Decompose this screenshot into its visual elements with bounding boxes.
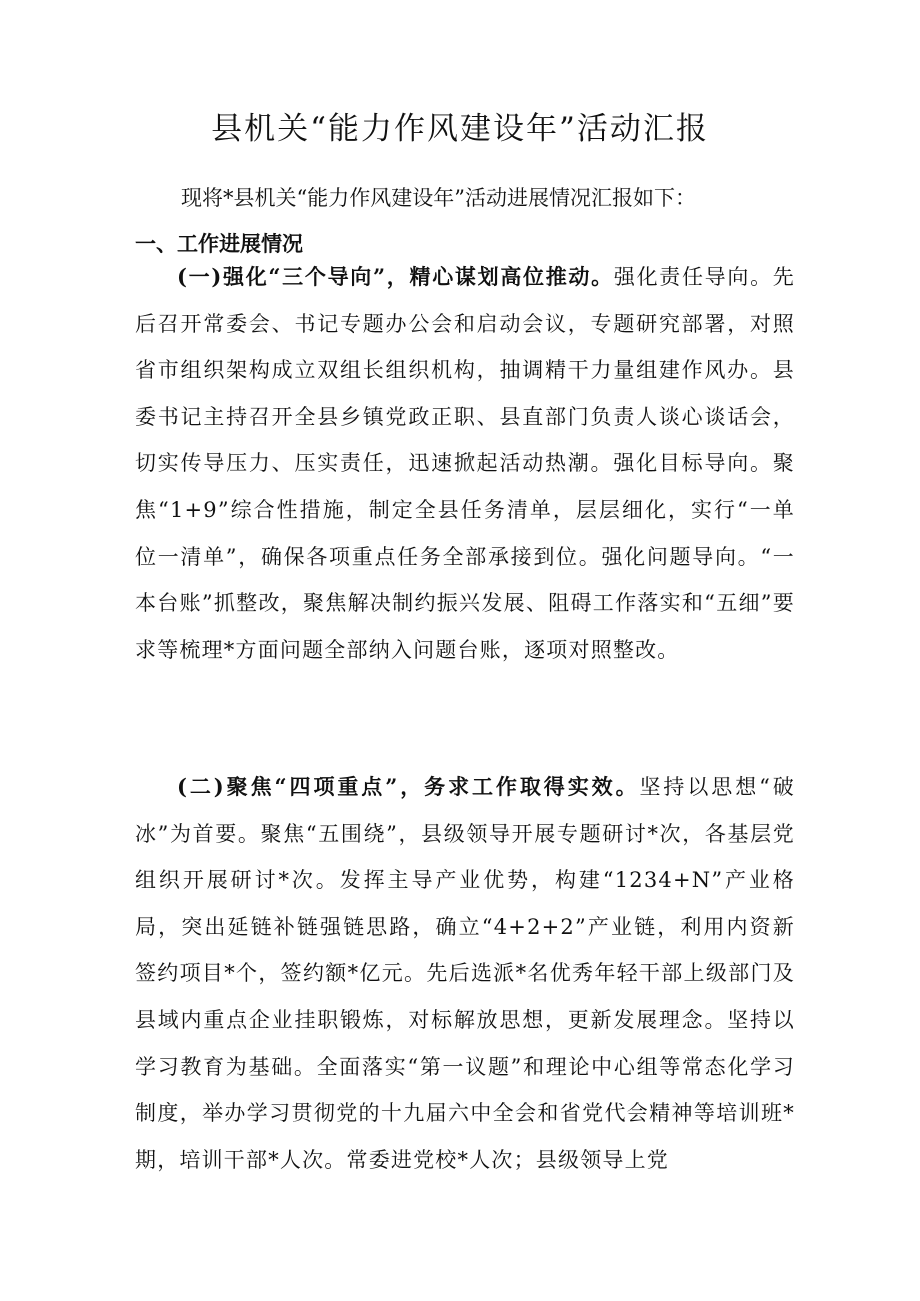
subsection-paragraph — [135, 764, 795, 1183]
subsection-body: 强化责任导向。先后召开常委会、书记专题办公会和启动会议，专题研究部署，对照省市组织架构成立双组长组织机构，抽调精干力量组建作风办。县委书记主持召开全县乡镇党政正职、县直部门负责人谈心谈话会，切实传导压力、压实责任，迅速掀起活动热潮。强化目标导向。聚焦“1+9”综合性措施，制定全县任务清单，层层细化，实行“一单位一清单”，确保各项重点任务全部承接到位。强化问题导向。“一本台账”抓整改，聚焦解决制约振兴发展、阻碍工作落实和“五细”要求等梳理*方面问题全部纳入问题台账，逐项对照整改。 — [135, 265, 795, 662]
subsection-body: 坚持以思想“破冰”为首要。聚焦“五围绕”，县级领导开展专题研讨*次，各基层党组织开展研讨*次。发挥主导产业优势，构建“1234+N”产业格局，突出延链补链强链思路，确立“4+2+2”产业链，利用内资新签约项目*个，签约额*亿元。先后选派*名优秀年轻干部上级部门及县域内重点企业挂职锻炼，对标解放思想，更新发展理念。坚持以学习教育为基础。全面落实“第一议题”和理论中心组等常态化学习制度，举办学习贯彻党的十九届六中全会和省党代会精神等培训班*期，培训干部*人次。常委进党校*人次；县级领导上党 — [135, 775, 795, 1172]
document-title: 县机关“能力作风建设年”活动汇报 — [211, 111, 709, 147]
subsection-lead: (一)强化“三个导向”，精心谋划高位推动。 — [177, 264, 614, 289]
section-heading: 一、工作进展情况 — [135, 231, 303, 256]
subsection-paragraph — [135, 254, 795, 673]
subsection-lead: (二)聚焦“四项重点”，务求工作取得实效。 — [177, 774, 640, 799]
intro-paragraph: 现将*县机关“能力作风建设年”活动进展情况汇报如下： — [181, 186, 696, 210]
